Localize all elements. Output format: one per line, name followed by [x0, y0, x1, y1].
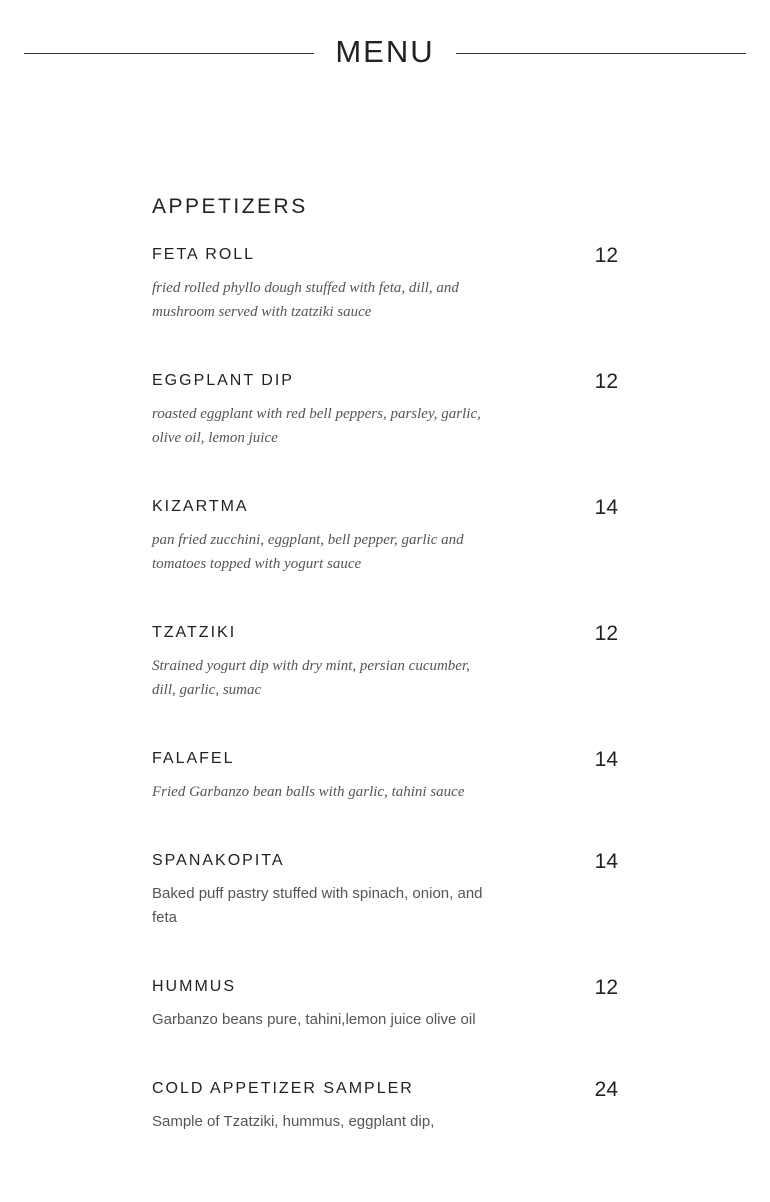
menu-item-price: 14 — [594, 496, 618, 519]
menu-item — [152, 1076, 622, 1202]
menu-item-description: Garbanzo beans pure, tahini,lemon juice olive oil — [152, 1011, 476, 1028]
menu-item-description: pan fried zucchini, eggplant, bell pepper, garlic and tomatoes topped with yogurt sauce — [152, 532, 464, 572]
appetizer-list — [152, 242, 622, 1202]
header-divider-right — [456, 53, 746, 54]
menu-item-price: 14 — [594, 748, 618, 771]
menu-item-price: 14 — [594, 850, 618, 873]
menu-item-price: 12 — [594, 244, 618, 267]
page-title: MENU — [335, 34, 435, 69]
menu-item-description: Baked puff pastry stuffed with spinach, onion, and feta — [152, 885, 483, 926]
menu-header — [0, 0, 770, 106]
menu-item-price: 12 — [594, 370, 618, 393]
menu-item-name: EGGPLANT DIP — [152, 372, 294, 389]
menu-item-description: fried rolled phyllo dough stuffed with feta, dill, and mushroom served with tzatziki sauce — [152, 280, 459, 320]
menu-item-description: roasted eggplant with red bell peppers, parsley, garlic, olive oil, lemon juice — [152, 406, 481, 446]
menu-item-price: 12 — [594, 622, 618, 645]
header-divider-left — [24, 53, 314, 54]
menu-item-name: COLD APPETIZER SAMPLER — [152, 1080, 414, 1097]
menu-item-price: 24 — [594, 1078, 618, 1101]
menu-item-description: Sample of Tzatziki, hummus, eggplant dip, — [152, 1113, 435, 1130]
menu-item-description: Strained yogurt dip with dry mint, persian cucumber, dill, garlic, sumac — [152, 658, 470, 698]
menu-item — [152, 620, 622, 746]
menu-item-name: FALAFEL — [152, 750, 235, 767]
menu-item — [152, 746, 622, 848]
menu-item-price: 12 — [594, 976, 618, 999]
menu-item — [152, 242, 622, 368]
menu-item-name: HUMMUS — [152, 978, 236, 995]
menu-item — [152, 848, 622, 974]
menu-item-name: TZATZIKI — [152, 624, 237, 641]
menu-item — [152, 974, 622, 1076]
menu-item-name: KIZARTMA — [152, 498, 249, 515]
menu-item — [152, 494, 622, 620]
menu-item — [152, 368, 622, 494]
menu-item-description: Fried Garbanzo bean balls with garlic, tahini sauce — [152, 784, 465, 800]
section-title-appetizers: APPETIZERS — [152, 195, 308, 218]
menu-item-name: FETA ROLL — [152, 246, 256, 263]
menu-item-name: SPANAKOPITA — [152, 852, 285, 869]
